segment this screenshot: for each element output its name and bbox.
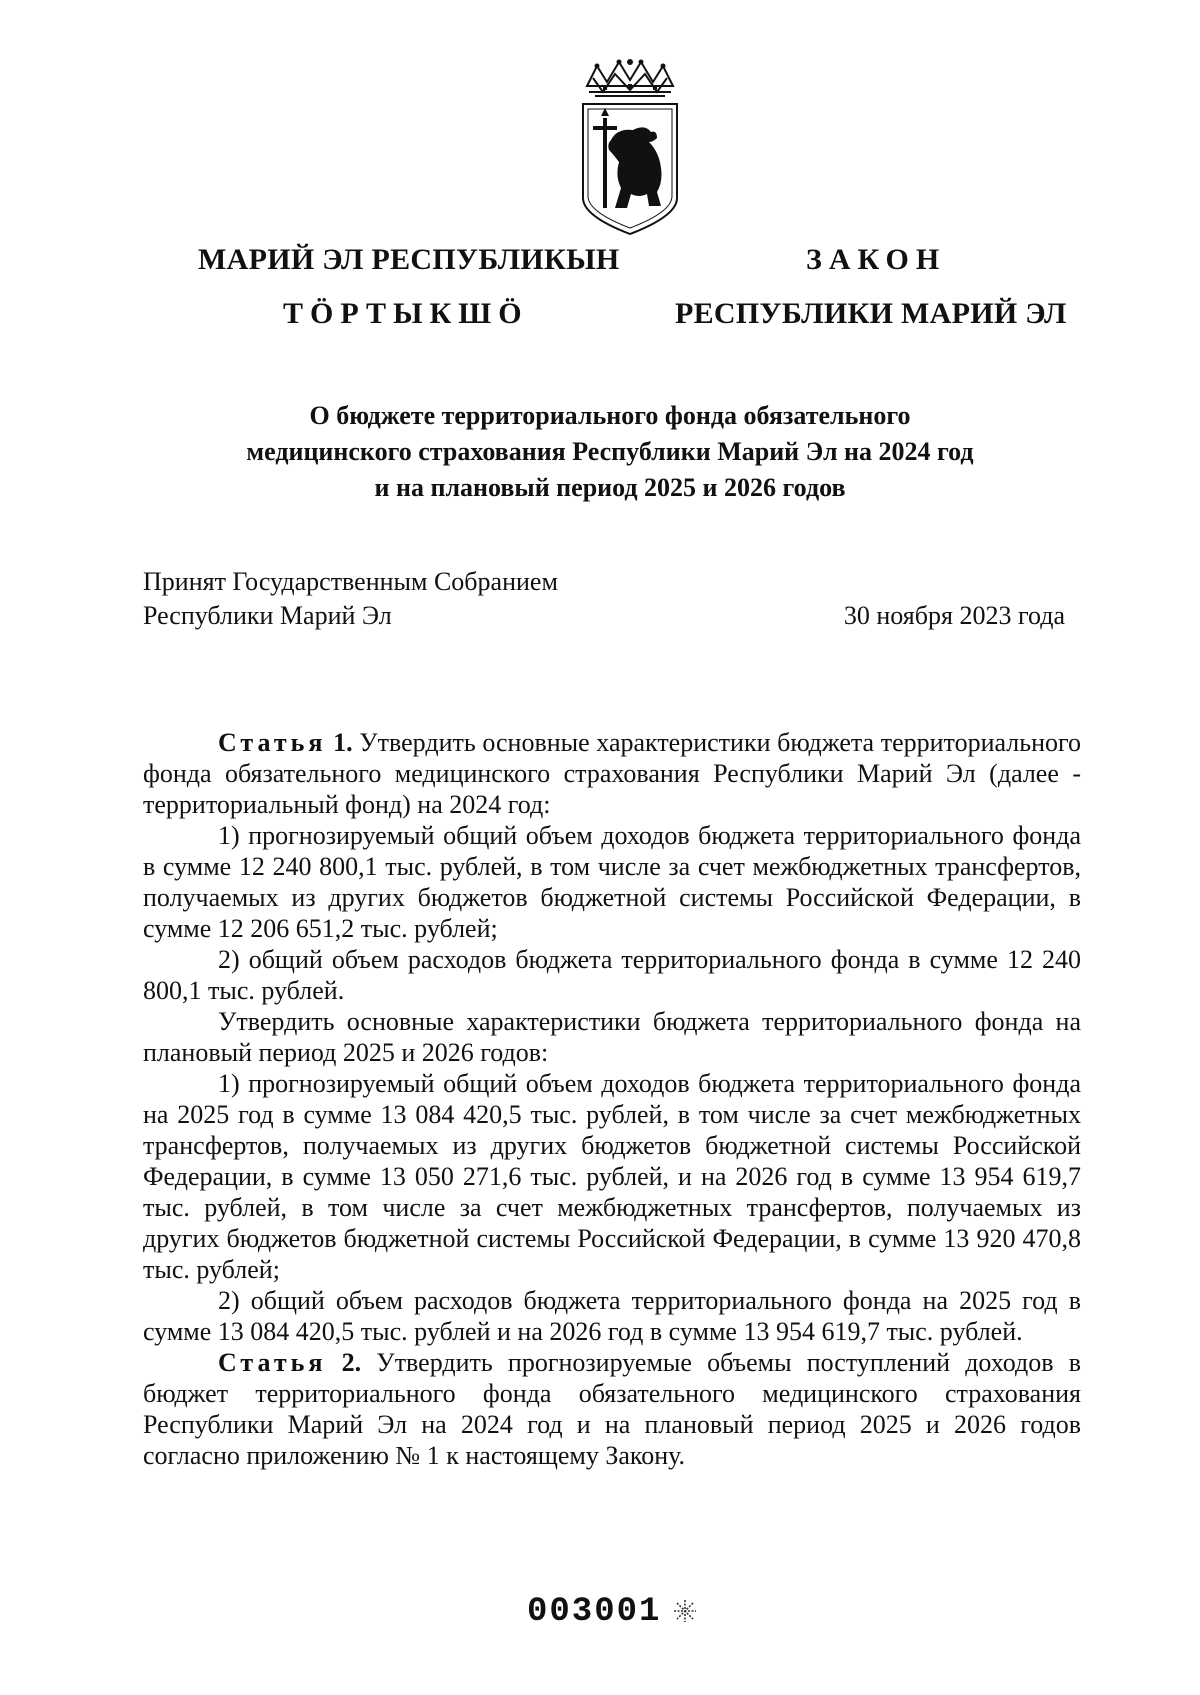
article1-label: Статья xyxy=(218,728,327,757)
document-title xyxy=(150,398,1070,506)
header-left-line2: ТӦРТЫКШӦ xyxy=(283,297,529,330)
paragraph: 1) прогнозируемый общий объем доходов бюджета территориального фонда на 2025 год в сумме 13 084 420,5 тыс. рублей, в том числе за счет межбюджетных трансфертов, получаемых из других бюджетов бюджетной системы Российской Федерации, в сумме 13 050 271,6 тыс. рублей, и на 2026 год в сумме 13 954 619,7 тыс. рублей, в том числе за счет межбюджетных трансфертов, получаемых из других бюджетов бюджетной системы Российской Федерации, в сумме 13 920 470,8 тыс. рублей; xyxy=(143,1069,1081,1284)
coat-of-arms-icon xyxy=(575,58,685,236)
paragraph: 1) прогнозируемый общий объем доходов бюджета территориального фонда в сумме 12 240 800,1 тыс. рублей, в том числе за счет межбюджетных трансфертов, получаемых из других бюджетов бюджетной системы Российской Федерации, в сумме 12 206 651,2 тыс. рублей; xyxy=(143,821,1081,943)
adoption-date: 30 ноября 2023 года xyxy=(843,601,1065,630)
title-line2: медицинского страхования Республики Марий Эл на 2024 год xyxy=(246,437,974,466)
article2-number: 2. xyxy=(341,1348,362,1377)
article1-number: 1. xyxy=(333,728,353,757)
article1-text: Утвердить основные характеристики бюджета территориального фонда обязательного медицинского страхования Республики Марий Эл (далее - территориальный фонд) на 2024 год: xyxy=(143,728,1082,819)
paragraph: Утвердить основные характеристики бюджета территориального фонда на плановый период 2025 и 2026 годов: xyxy=(143,1007,1081,1067)
asterisk-mark-icon xyxy=(672,1598,698,1624)
article2-label: Статья xyxy=(218,1348,327,1377)
header-right-line1: ЗАКОН xyxy=(806,243,947,276)
title-line3: и на плановый период 2025 и 2026 годов xyxy=(374,473,846,502)
article1-paragraph xyxy=(143,727,1081,820)
law-body xyxy=(143,727,1081,1471)
paragraph: 2) общий объем расходов бюджета территориального фонда в сумме 12 240 800,1 тыс. рублей. xyxy=(143,945,1081,1005)
adoption-line1: Принят Государственным Собранием xyxy=(143,567,558,596)
page-number: 003001 xyxy=(527,1593,662,1631)
adoption-line2: Республики Марий Эл xyxy=(143,601,392,630)
adoption-note xyxy=(143,565,558,633)
title-line1: О бюджете территориального фонда обязательного xyxy=(309,401,911,430)
article2-text: Утвердить прогнозируемые объемы поступлений доходов в бюджет территориального фонда обязательного медицинского страхования Республики Марий Эл на 2024 год и на плановый период 2025 и 2026 годов согласно приложению № 1 к настоящему Закону. xyxy=(143,1348,1081,1470)
article2-paragraph xyxy=(143,1347,1081,1471)
header-left-line1: МАРИЙ ЭЛ РЕСПУБЛИКЫН xyxy=(198,243,620,276)
header-right-line2: РЕСПУБЛИКИ МАРИЙ ЭЛ xyxy=(675,297,1067,330)
paragraph: 2) общий объем расходов бюджета территориального фонда на 2025 год в сумме 13 084 420,5 тыс. рублей и на 2026 год в сумме 13 954 619,7 тыс. рублей. xyxy=(143,1286,1081,1346)
